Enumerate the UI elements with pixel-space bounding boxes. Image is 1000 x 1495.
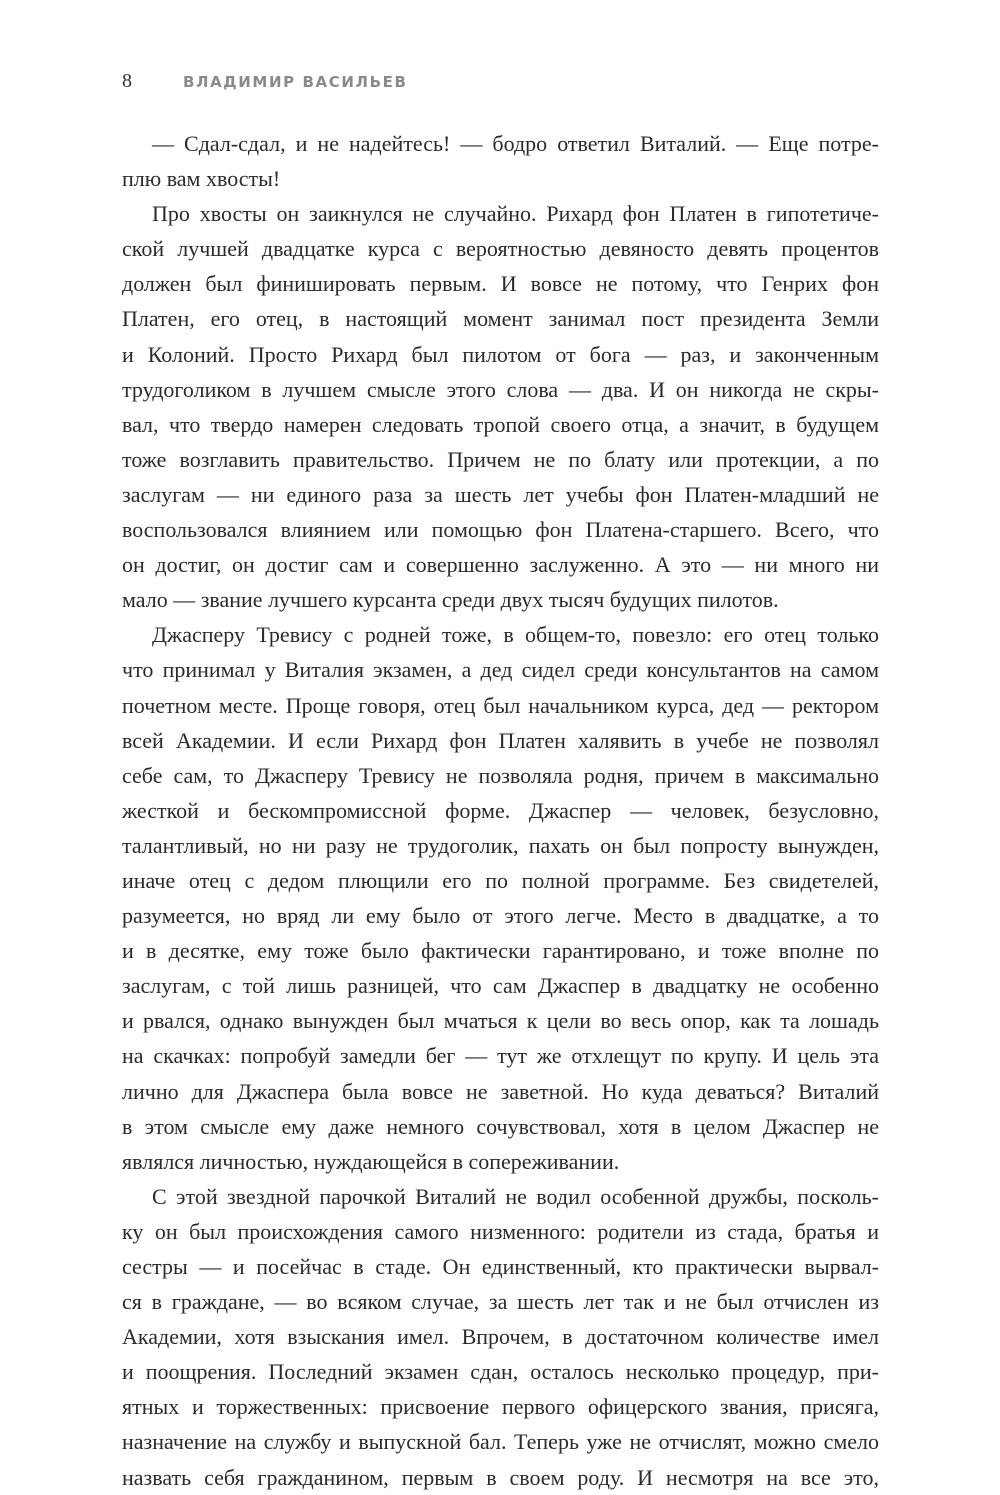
text-line: талантливый, но ни разу не трудоголик, пахать он был попросту вынужден, bbox=[122, 832, 879, 858]
text-line: Про хвосты он заикнулся не случайно. Рихард фон Платен в гипотетиче- bbox=[152, 201, 879, 227]
text-line: вал, что твердо намерен следовать тропой своего отца, а значит, в будущем bbox=[122, 411, 879, 437]
text-line: Академии, хотя взыскания имел. Впрочем, в достаточном количестве имел bbox=[122, 1324, 879, 1350]
text-line: и в десятке, ему тоже было фактически гарантировано, и тоже вполне по bbox=[122, 938, 879, 964]
text-line: в этом смысле ему даже немного сочувствовал, хотя в целом Джаспер не bbox=[122, 1113, 879, 1139]
text-line: себе сам, то Джасперу Тревису не позволяла родня, причем в максимально bbox=[122, 762, 879, 788]
paragraph bbox=[122, 1179, 879, 1495]
paragraph bbox=[122, 126, 879, 196]
text-line: тоже возглавить правительство. Причем не по блату или протекции, а по bbox=[122, 446, 879, 472]
text-line: являлся личностью, нуждающейся в сопереживании. bbox=[122, 1148, 620, 1174]
text-line: заслугам, с той лишь разницей, что сам Джаспер в двадцатку не особенно bbox=[122, 973, 879, 999]
text-line: — Сдал-сдал, и не надейтесь! — бодро ответил Виталий. — Еще потре- bbox=[152, 131, 879, 156]
text-line: лично для Джаспера была вовсе не заветной. Но куда деваться? Виталий bbox=[122, 1078, 879, 1104]
text-line: сестры — и посейчас в стаде. Он единственный, кто практически вырвал- bbox=[122, 1254, 879, 1279]
text-line: мало — звание лучшего курсанта среди двух тысяч будущих пилотов. bbox=[122, 587, 779, 613]
page-number: 8 bbox=[122, 70, 132, 92]
body-text bbox=[122, 126, 879, 1495]
text-line: на скачках: попробуй замедли бег — тут же отхлещут по крупу. И цель эта bbox=[122, 1043, 879, 1069]
author-name: ВЛАДИМИР ВАСИЛЬЕВ bbox=[183, 73, 408, 91]
text-line: и Колоний. Просто Рихард был пилотом от бога — раз, и законченным bbox=[122, 341, 879, 367]
text-line: Джасперу Тревису с родней тоже, в общем-то, повезло: его отец только bbox=[152, 622, 879, 648]
text-line: С этой звездной парочкой Виталий не водил особенной дружбы, посколь- bbox=[152, 1183, 879, 1209]
paragraph bbox=[122, 196, 879, 617]
text-line: он достиг, он достиг сам и совершенно заслуженно. А это — ни много ни bbox=[122, 552, 879, 578]
text-line: почетном месте. Проще говоря, отец был начальником курса, дед — ректором bbox=[122, 692, 879, 718]
text-line: Платен, его отец, в настоящий момент занимал пост президента Земли bbox=[122, 306, 879, 332]
text-line: иначе отец с дедом плющили его по полной программе. Без свидетелей, bbox=[122, 867, 879, 893]
text-line: заслугам — ни единого раза за шесть лет учебы фон Платен-младший не bbox=[122, 481, 879, 507]
running-head bbox=[122, 70, 408, 98]
text-line: ятных и торжественных: присвоение первого офицерского звания, присяга, bbox=[122, 1394, 879, 1420]
text-line: что принимал у Виталия экзамен, а дед сидел среди консультантов на самом bbox=[122, 657, 879, 683]
text-line: ся в граждане, — во всяком случае, за шесть лет так и не был отчислен из bbox=[122, 1289, 879, 1315]
text-line: назначение на службу и выпускной бал. Теперь уже не отчислят, можно смело bbox=[122, 1429, 879, 1455]
text-line: ской лучшей двадцатке курса с вероятностью девяносто девять процентов bbox=[122, 236, 879, 262]
text-line: назвать себя гражданином, первым в своем роду. И несмотря на все это, bbox=[122, 1464, 879, 1490]
paragraph bbox=[122, 617, 879, 1179]
text-line: плю вам хвосты! bbox=[122, 166, 281, 192]
text-line: жесткой и бескомпромиссной форме. Джаспер — человек, безусловно, bbox=[122, 797, 879, 823]
text-line: ку он был происхождения самого низменного: родители из стада, братья и bbox=[122, 1218, 879, 1244]
text-line: должен был финишировать первым. И вовсе не потому, что Генрих фон bbox=[122, 271, 879, 297]
text-line: и рвался, однако вынужден был мчаться к цели во весь опор, как та лошадь bbox=[122, 1008, 879, 1034]
text-line: трудоголиком в лучшем смысле этого слова — два. И он никогда не скры- bbox=[122, 376, 879, 402]
text-line: и поощрения. Последний экзамен сдан, осталось несколько процедур, при- bbox=[122, 1359, 879, 1385]
text-line: разумеется, но вряд ли ему было от этого легче. Место в двадцатке, а то bbox=[122, 903, 879, 929]
text-line: всей Академии. И если Рихард фон Платен халявить в учебе не позволял bbox=[122, 727, 879, 753]
text-line: воспользовался влиянием или помощью фон Платена-старшего. Всего, что bbox=[122, 517, 879, 543]
